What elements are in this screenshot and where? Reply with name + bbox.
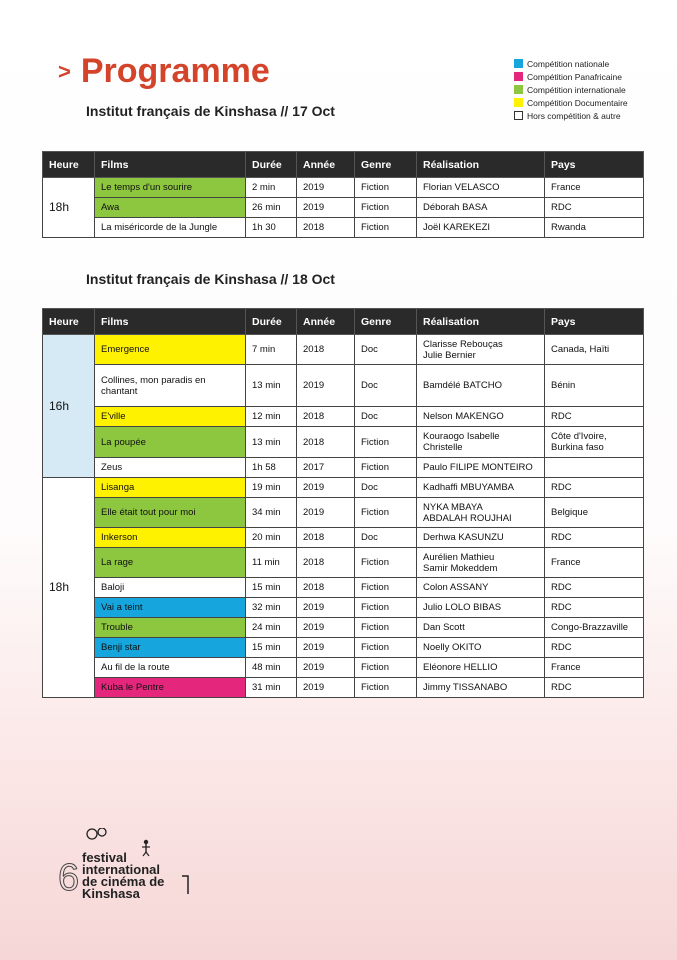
director-cell: Kouraogo Isabelle Christelle bbox=[417, 427, 545, 458]
legend-swatch bbox=[514, 59, 523, 68]
duration-cell: 7 min bbox=[246, 335, 297, 365]
country-cell: RDC bbox=[545, 598, 644, 618]
country-cell: RDC bbox=[545, 478, 644, 498]
country-cell: Rwanda bbox=[545, 218, 644, 238]
table-row bbox=[43, 427, 644, 458]
legend-swatch bbox=[514, 85, 523, 94]
film-cell: Au fil de la route bbox=[95, 658, 246, 678]
country-cell: France bbox=[545, 548, 644, 578]
genre-cell: Fiction bbox=[355, 678, 417, 698]
svg-text:festival: festival bbox=[82, 850, 127, 865]
year-cell: 2018 bbox=[297, 427, 355, 458]
country-cell: Belgique bbox=[545, 498, 644, 528]
genre-cell: Doc bbox=[355, 407, 417, 427]
film-cell: Kuba le Pentre bbox=[95, 678, 246, 698]
year-cell: 2018 bbox=[297, 578, 355, 598]
duration-cell: 11 min bbox=[246, 548, 297, 578]
director-cell: Paulo FILIPE MONTEIRO bbox=[417, 458, 545, 478]
director-cell: Jimmy TISSANABO bbox=[417, 678, 545, 698]
director-cell: Florian VELASCO bbox=[417, 178, 545, 198]
festival-logo-graphic bbox=[58, 828, 198, 898]
table-row bbox=[43, 478, 644, 498]
column-header: Films bbox=[95, 309, 246, 335]
legend-swatch bbox=[514, 111, 523, 120]
country-cell: RDC bbox=[545, 678, 644, 698]
table-header-row bbox=[43, 309, 644, 335]
director-cell: Aurélien Mathieu Samir Mokeddem bbox=[417, 548, 545, 578]
duration-cell: 13 min bbox=[246, 365, 297, 407]
table-row bbox=[43, 178, 644, 198]
table-row bbox=[43, 598, 644, 618]
legend-label: Compétition internationale bbox=[527, 84, 626, 95]
genre-cell: Fiction bbox=[355, 658, 417, 678]
table-header-row bbox=[43, 152, 644, 178]
director-cell: Bamdélé BATCHO bbox=[417, 365, 545, 407]
genre-cell: Fiction bbox=[355, 618, 417, 638]
duration-cell: 1h 30 bbox=[246, 218, 297, 238]
column-header: Heure bbox=[43, 309, 95, 335]
country-cell: France bbox=[545, 658, 644, 678]
year-cell: 2019 bbox=[297, 598, 355, 618]
legend-item bbox=[514, 70, 628, 83]
genre-cell: Doc bbox=[355, 365, 417, 407]
film-cell: Benji star bbox=[95, 638, 246, 658]
column-header: Films bbox=[95, 152, 246, 178]
director-cell: Clarisse Rebouças Julie Bernier bbox=[417, 335, 545, 365]
country-cell: RDC bbox=[545, 198, 644, 218]
film-cell: Trouble bbox=[95, 618, 246, 638]
year-cell: 2019 bbox=[297, 638, 355, 658]
duration-cell: 2 min bbox=[246, 178, 297, 198]
section-title-17-oct: Institut français de Kinshasa // 17 Oct bbox=[86, 103, 335, 119]
genre-cell: Fiction bbox=[355, 638, 417, 658]
legend-label: Hors compétition & autre bbox=[527, 110, 621, 121]
year-cell: 2019 bbox=[297, 365, 355, 407]
genre-cell: Fiction bbox=[355, 178, 417, 198]
country-cell: RDC bbox=[545, 407, 644, 427]
genre-cell: Fiction bbox=[355, 598, 417, 618]
year-cell: 2017 bbox=[297, 458, 355, 478]
column-header: Année bbox=[297, 152, 355, 178]
film-cell: Vai a teint bbox=[95, 598, 246, 618]
table-row bbox=[43, 458, 644, 478]
year-cell: 2018 bbox=[297, 335, 355, 365]
year-cell: 2019 bbox=[297, 478, 355, 498]
schedule-table-17-oct bbox=[42, 151, 644, 238]
director-cell: Derhwa KASUNZU bbox=[417, 528, 545, 548]
column-header: Réalisation bbox=[417, 309, 545, 335]
column-header: Année bbox=[297, 309, 355, 335]
table-row bbox=[43, 218, 644, 238]
legend-label: Compétition Panafricaine bbox=[527, 71, 622, 82]
page-title: Programme bbox=[80, 52, 270, 90]
chevron-right-icon: > bbox=[58, 58, 71, 84]
country-cell bbox=[545, 458, 644, 478]
director-cell: Nelson MAKENGO bbox=[417, 407, 545, 427]
table-row bbox=[43, 658, 644, 678]
director-cell: NYKA MBAYA ABDALAH ROUJHAI bbox=[417, 498, 545, 528]
director-cell: Déborah BASA bbox=[417, 198, 545, 218]
year-cell: 2018 bbox=[297, 548, 355, 578]
director-cell: Kadhaffi MBUYAMBA bbox=[417, 478, 545, 498]
svg-text:de cinéma de: de cinéma de bbox=[82, 874, 165, 889]
year-cell: 2019 bbox=[297, 498, 355, 528]
film-cell: Inkerson bbox=[95, 528, 246, 548]
section-title-18-oct: Institut français de Kinshasa // 18 Oct bbox=[86, 271, 335, 287]
duration-cell: 31 min bbox=[246, 678, 297, 698]
table-row bbox=[43, 198, 644, 218]
director-cell: Noelly OKITO bbox=[417, 638, 545, 658]
column-header: Heure bbox=[43, 152, 95, 178]
legend-item bbox=[514, 83, 628, 96]
genre-cell: Fiction bbox=[355, 458, 417, 478]
country-cell: Canada, Haïti bbox=[545, 335, 644, 365]
duration-cell: 48 min bbox=[246, 658, 297, 678]
film-cell: Collines, mon paradis en chantant bbox=[95, 365, 246, 407]
category-legend bbox=[514, 57, 628, 122]
table-row bbox=[43, 407, 644, 427]
page-title-row bbox=[58, 52, 270, 91]
svg-text:international: international bbox=[82, 862, 161, 877]
duration-cell: 15 min bbox=[246, 578, 297, 598]
country-cell: RDC bbox=[545, 528, 644, 548]
duration-cell: 12 min bbox=[246, 407, 297, 427]
table-row bbox=[43, 335, 644, 365]
table-row bbox=[43, 528, 644, 548]
duration-cell: 15 min bbox=[246, 638, 297, 658]
film-cell: La poupée bbox=[95, 427, 246, 458]
legend-item bbox=[514, 57, 628, 70]
year-cell: 2019 bbox=[297, 178, 355, 198]
film-cell: Lisanga bbox=[95, 478, 246, 498]
table-row bbox=[43, 498, 644, 528]
year-cell: 2018 bbox=[297, 218, 355, 238]
director-cell: Colon ASSANY bbox=[417, 578, 545, 598]
genre-cell: Fiction bbox=[355, 198, 417, 218]
film-cell: Le temps d'un sourire bbox=[95, 178, 246, 198]
director-cell: Eléonore HELLIO bbox=[417, 658, 545, 678]
country-cell: France bbox=[545, 178, 644, 198]
legend-item bbox=[514, 109, 628, 122]
table-row bbox=[43, 678, 644, 698]
duration-cell: 13 min bbox=[246, 427, 297, 458]
country-cell: RDC bbox=[545, 578, 644, 598]
duration-cell: 1h 58 bbox=[246, 458, 297, 478]
genre-cell: Fiction bbox=[355, 498, 417, 528]
country-cell: Congo-Brazzaville bbox=[545, 618, 644, 638]
column-header: Pays bbox=[545, 309, 644, 335]
column-header: Durée bbox=[246, 152, 297, 178]
year-cell: 2019 bbox=[297, 658, 355, 678]
table-row bbox=[43, 618, 644, 638]
duration-cell: 26 min bbox=[246, 198, 297, 218]
year-cell: 2018 bbox=[297, 407, 355, 427]
film-cell: Emergence bbox=[95, 335, 246, 365]
genre-cell: Doc bbox=[355, 478, 417, 498]
director-cell: Julio LOLO BIBAS bbox=[417, 598, 545, 618]
table-row bbox=[43, 638, 644, 658]
legend-swatch bbox=[514, 98, 523, 107]
table-row bbox=[43, 365, 644, 407]
hour-cell: 18h bbox=[43, 478, 95, 698]
hour-cell: 16h bbox=[43, 335, 95, 478]
film-cell: E'ville bbox=[95, 407, 246, 427]
director-cell: Joël KAREKEZI bbox=[417, 218, 545, 238]
country-cell: Côte d'Ivoire, Burkina faso bbox=[545, 427, 644, 458]
genre-cell: Fiction bbox=[355, 578, 417, 598]
duration-cell: 20 min bbox=[246, 528, 297, 548]
film-cell: Elle était tout pour moi bbox=[95, 498, 246, 528]
duration-cell: 32 min bbox=[246, 598, 297, 618]
genre-cell: Fiction bbox=[355, 427, 417, 458]
table-row bbox=[43, 578, 644, 598]
column-header: Genre bbox=[355, 309, 417, 335]
legend-swatch bbox=[514, 72, 523, 81]
film-cell: Awa bbox=[95, 198, 246, 218]
film-cell: La rage bbox=[95, 548, 246, 578]
genre-cell: Doc bbox=[355, 335, 417, 365]
duration-cell: 34 min bbox=[246, 498, 297, 528]
table-row bbox=[43, 548, 644, 578]
hour-cell: 18h bbox=[43, 178, 95, 238]
duration-cell: 24 min bbox=[246, 618, 297, 638]
genre-cell: Doc bbox=[355, 528, 417, 548]
film-cell: La miséricorde de la Jungle bbox=[95, 218, 246, 238]
festival-logo bbox=[58, 828, 198, 903]
legend-item bbox=[514, 96, 628, 109]
genre-cell: Fiction bbox=[355, 548, 417, 578]
column-header: Réalisation bbox=[417, 152, 545, 178]
column-header: Durée bbox=[246, 309, 297, 335]
column-header: Genre bbox=[355, 152, 417, 178]
schedule-table-18-oct bbox=[42, 308, 644, 698]
festival-logo-number: 6 bbox=[58, 857, 80, 898]
column-header: Pays bbox=[545, 152, 644, 178]
country-cell: Bénin bbox=[545, 365, 644, 407]
year-cell: 2019 bbox=[297, 678, 355, 698]
film-cell: Zeus bbox=[95, 458, 246, 478]
director-cell: Dan Scott bbox=[417, 618, 545, 638]
svg-text:Kinshasa: Kinshasa bbox=[82, 886, 140, 898]
year-cell: 2019 bbox=[297, 618, 355, 638]
duration-cell: 19 min bbox=[246, 478, 297, 498]
film-cell: Baloji bbox=[95, 578, 246, 598]
year-cell: 2019 bbox=[297, 198, 355, 218]
genre-cell: Fiction bbox=[355, 218, 417, 238]
legend-label: Compétition Documentaire bbox=[527, 97, 628, 108]
country-cell: RDC bbox=[545, 638, 644, 658]
year-cell: 2018 bbox=[297, 528, 355, 548]
legend-label: Compétition nationale bbox=[527, 58, 610, 69]
